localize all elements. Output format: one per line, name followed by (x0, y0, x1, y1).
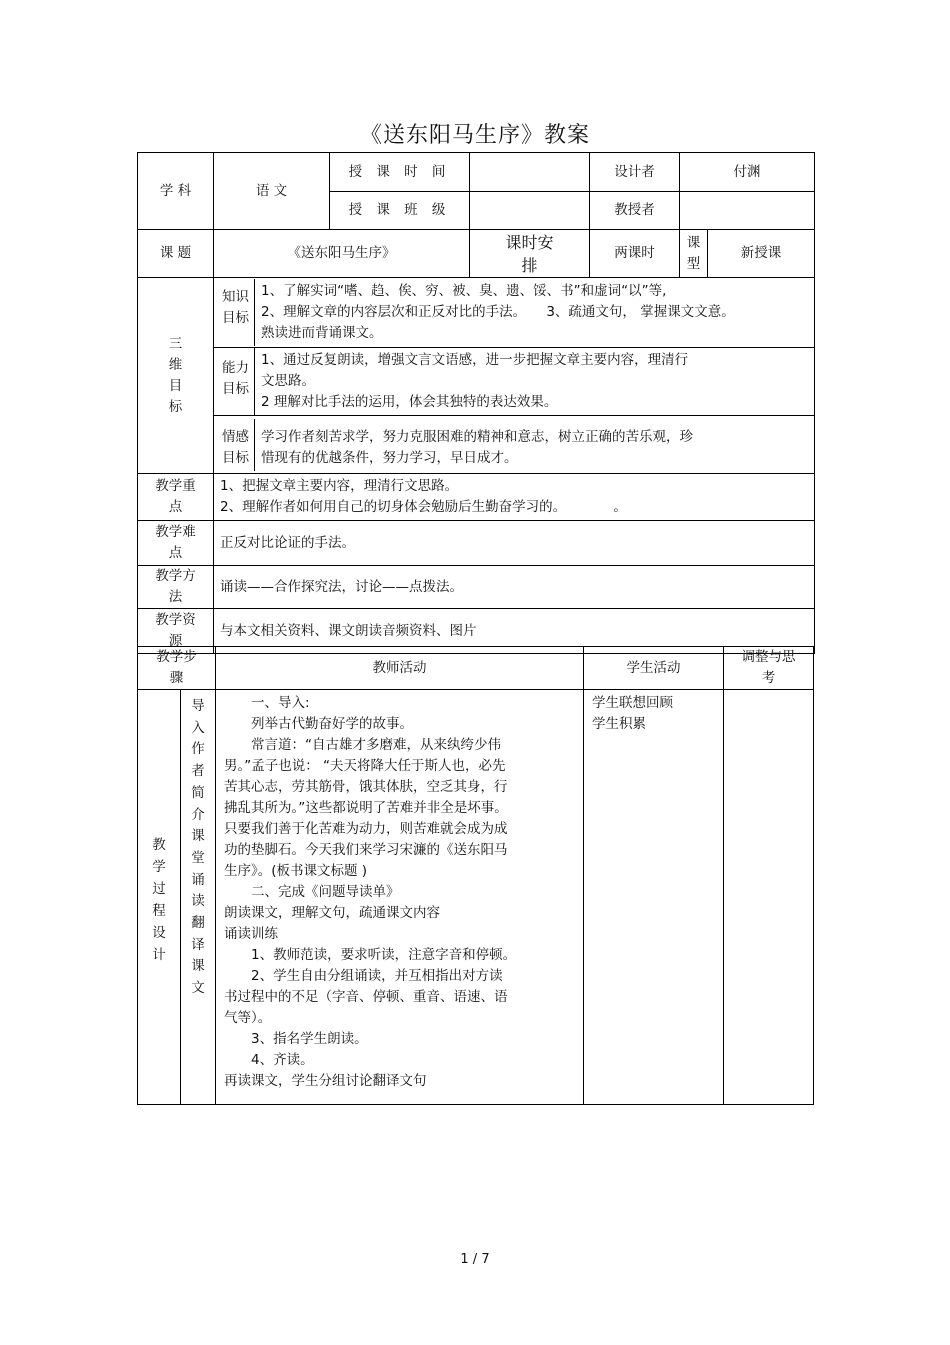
teaching-process-table (137, 646, 814, 1105)
adjust-header: 调整与思 考 (724, 647, 814, 690)
ability-goal-text: 1、通过反复朗读，增强文言文语感，进一步把握文章主要内容，理清行 文思路。 2 理解对比手法的运用，体会其独特的表达效果。 (261, 352, 689, 410)
difficulties-label: 教学难 点 (138, 521, 214, 566)
teacher-activity-cell (216, 690, 584, 1105)
teacher-activity-line: 1、教师范读，要求听读，注意字音和停顿。 (251, 947, 517, 963)
teacher-value (680, 192, 815, 230)
steps-header: 教学步 骤 (138, 647, 216, 690)
subject-value: 语 文 (214, 153, 330, 230)
process-step-label: 导 入 作 者 简 介 课 堂 诵 读 翻 译 课 文 (181, 690, 216, 1105)
teacher-activity-line: 3、指名学生朗读。 (251, 1031, 368, 1047)
designer-value: 付渊 (680, 153, 815, 192)
page-number: 1 / 7 (460, 1252, 490, 1267)
knowledge-goal (214, 278, 815, 348)
type-label: 课 型 (680, 230, 708, 278)
key-points-label: 教学重 点 (138, 474, 214, 521)
knowledge-goal-text: 1、了解实词“嗜、趋、俟、穷、被、臭、遗、馁、书”和虚词“以”等, 2、理解文章的内容层次和正反对比的手法。 3、疏通文句， 掌握课文文意。 熟读进而背诵课文。 (261, 283, 735, 341)
teacher-activity-line: 书过程中的不足（字音、停顿、重音、语速、语 (224, 989, 508, 1005)
student-activity-line: 学生联想回顾 (592, 695, 673, 711)
topic-label: 课 题 (138, 230, 214, 278)
key-points-text: 1、把握文章主要内容，理清行文思路。 2、理解作者如何用自己的切身体会勉励后生勤奋学习的。 。 (214, 474, 815, 521)
period-label: 课时安 排 (470, 230, 590, 278)
emotion-goal-label: 情感 目标 (214, 419, 255, 471)
teacher-activity-line: 常言道：“自古雄才多磨难，从来纨绔少伟 (251, 737, 501, 753)
methods-text: 诵读——合作探究法，讨论——点拨法。 (214, 566, 815, 609)
teacher-activity-line: 一、导入: (251, 695, 310, 711)
emotion-goal (214, 416, 815, 474)
teacher-activity-line: 再读课文，学生分组讨论翻译文句 (224, 1073, 427, 1089)
class-label: 授 课 班 级 (330, 192, 470, 230)
teacher-activity-line: 列举古代勤奋好学的故事。 (251, 716, 413, 732)
student-activity-line: 学生积累 (592, 716, 646, 732)
teacher-activity-line: 只要我们善于化苦难为动力，则苦难就会成为成 (224, 821, 508, 837)
goals-label: 三 维 目 标 (138, 278, 214, 474)
resources-label: 教学资 源 (138, 609, 214, 654)
resources-text: 与本文相关资料、课文朗读音频资料、图片 (214, 609, 815, 654)
teacher-activity-line: 功的垫脚石。今天我们来学习宋濂的《送东阳马 (224, 842, 508, 858)
emotion-goal-text: 学习作者刻苦求学，努力克服困难的精神和意志，树立正确的苦乐观，珍 惜现有的优越条件，努力学习，早日成才。 (261, 428, 693, 466)
teacher-activity-line: 朗读课文，理解文句，疏通课文内容 (224, 905, 440, 921)
teacher-activity-line: 诵读训练 (224, 926, 278, 942)
teacher-activity-line: 二、完成《问题导读单》 (251, 884, 400, 900)
teacher-activity-header: 教师活动 (216, 647, 584, 690)
designer-label: 设计者 (590, 153, 680, 192)
time-value (470, 153, 590, 192)
time-label: 授 课 时 间 (330, 153, 470, 192)
knowledge-goal-label: 知识 目标 (214, 279, 255, 346)
teacher-activity-text (224, 693, 575, 1092)
topic-value: 《送东阳马生序》 (214, 230, 470, 278)
teacher-activity-line: 气等）。 (224, 1010, 272, 1026)
student-activity-header: 学生活动 (584, 647, 724, 690)
ability-goal (214, 348, 815, 416)
process-outer-label: 教 学 过 程 设 计 (138, 690, 181, 1105)
lesson-info-table (137, 152, 815, 654)
subject-label: 学 科 (138, 153, 214, 230)
teacher-label: 教授者 (590, 192, 680, 230)
teacher-activity-line: 苦其心志，劳其筋骨，饿其体肤，空乏其身，行 (224, 779, 508, 795)
teacher-activity-line: 男。”孟子也说： “夫天将降大任于斯人也，必先 (224, 758, 506, 774)
adjust-cell (724, 690, 814, 1105)
teacher-activity-line: 2、学生自由分组诵读，并互相指出对方读 (251, 968, 503, 984)
ability-goal-label: 能力 目标 (214, 348, 255, 415)
student-activity-cell (584, 690, 724, 1105)
teacher-activity-line: 4、齐读。 (251, 1052, 314, 1068)
teacher-activity-line: 生序》。(板书课文标题 ) (224, 863, 368, 879)
difficulties-text: 正反对比论证的手法。 (214, 521, 815, 566)
teacher-activity-line: 拂乱其所为。”这些都说明了苦难并非全是坏事。 (224, 800, 508, 816)
document-title: 《送东阳马生序》教案 (359, 123, 590, 148)
period-value: 两课时 (590, 230, 680, 278)
type-value: 新授课 (708, 230, 815, 278)
methods-label: 教学方 法 (138, 566, 214, 609)
class-value (470, 192, 590, 230)
